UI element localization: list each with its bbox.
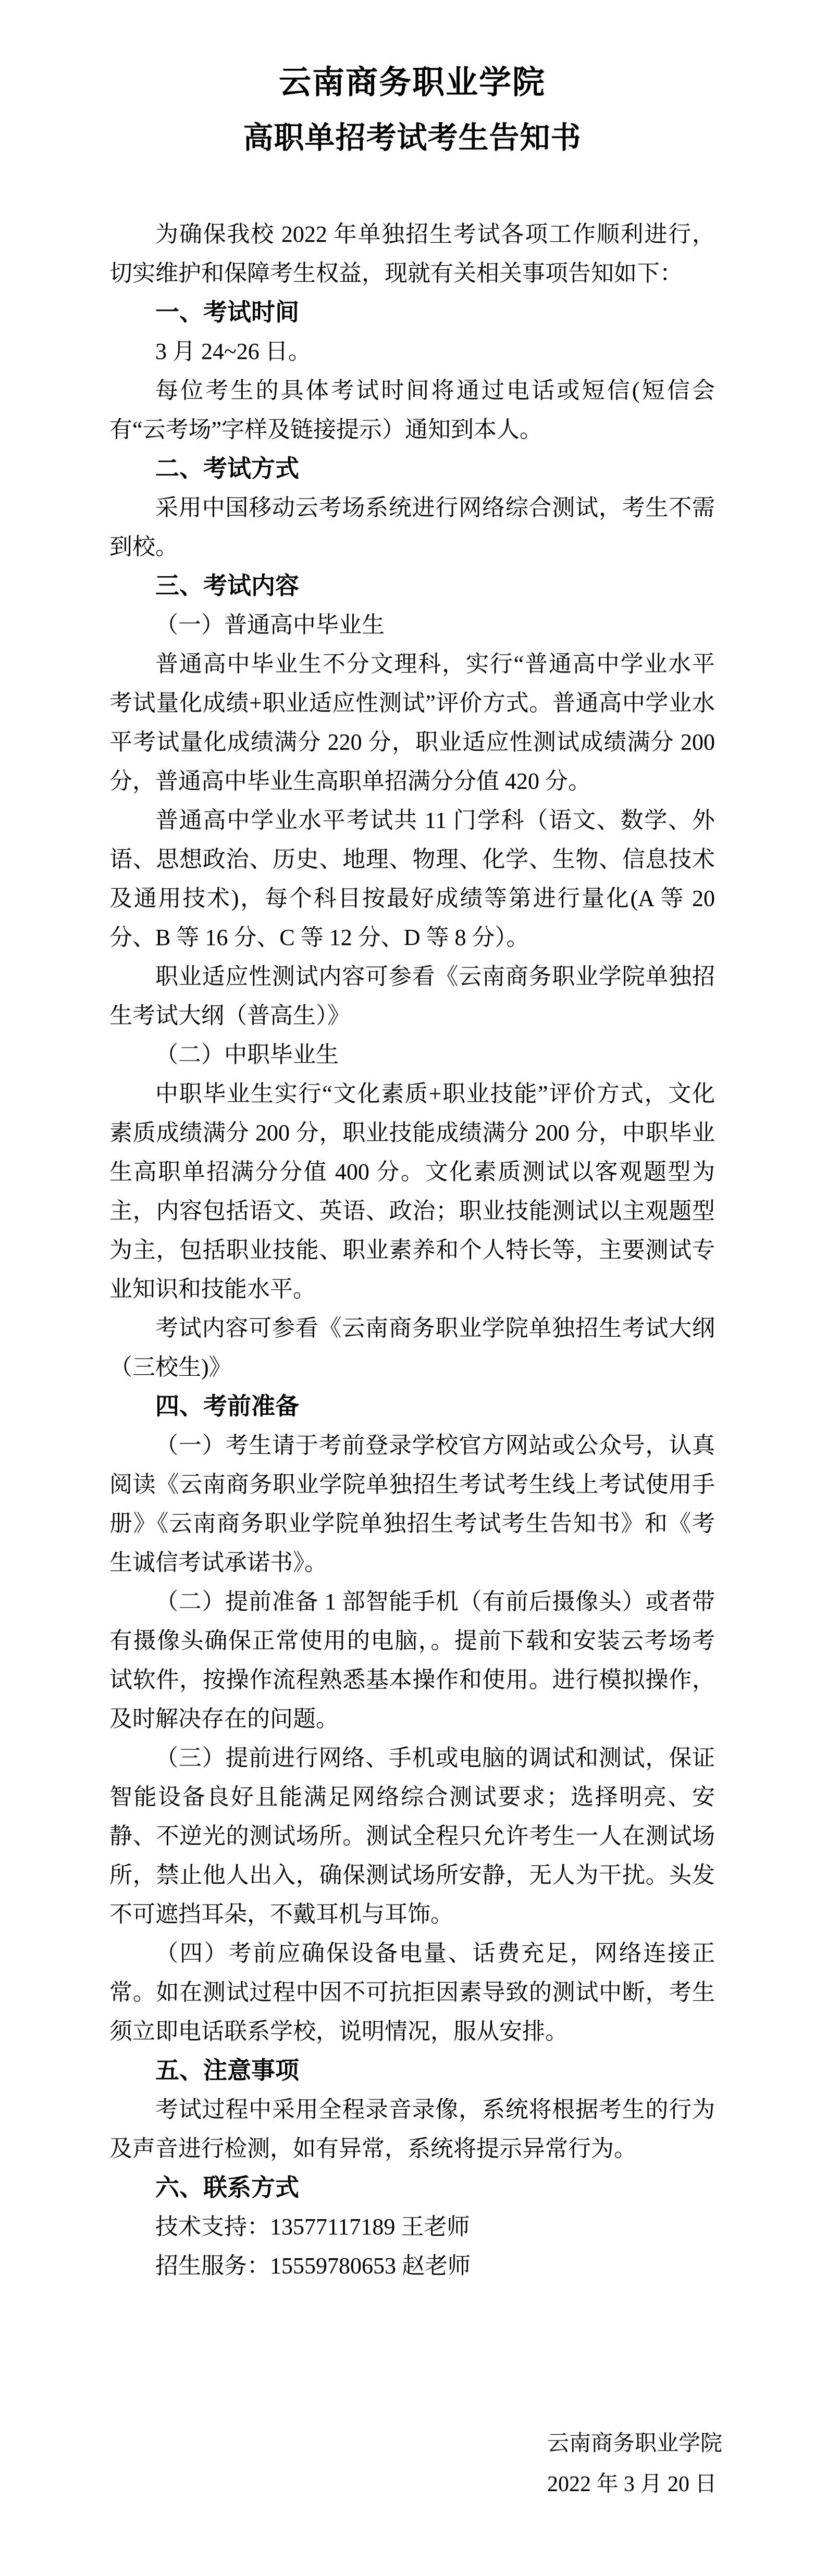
heading-exam-time: 一、考试时间: [155, 298, 299, 326]
document-body: [109, 215, 715, 2285]
document-title-block: [109, 64, 715, 156]
subheading-regular-hs-graduates: （一）普通高中毕业生: [155, 612, 385, 638]
heading-notes: 五、注意事项: [155, 2057, 299, 2084]
heading-exam-method: 二、考试方式: [155, 455, 299, 482]
para-preparation-power-network: （四）考前应确保设备电量、话费充足，网络连接正常。如在测试过程中因不可抗拒因素导致的测试中断，考生须立即电话联系学校，说明情况，服从安排。: [109, 1940, 715, 2044]
para-preparation-devices: （二）提前准备 1 部智能手机（有前后摄像头）或者带有摄像头确保正常使用的电脑，。提前下载和安装云考场考试软件，按操作流程熟悉基本操作和使用。进行模拟操作，及时解决存在的问题。: [109, 1589, 715, 1732]
footer-signature: 云南商务职业学院: [547, 2432, 723, 2456]
title-document-name: 高职单招考试考生告知书: [243, 121, 582, 155]
para-regular-hs-subjects: 普通高中学业水平考试共 11 门学科（语文、数学、外语、思想政治、历史、地理、物理、化学、生物、信息技术及通用技术)，每个科目按最好成绩等第进行量化(A 等 20 分、B 等 16 分、C 等 12 分、D 等 8 分）。: [109, 807, 715, 950]
para-exam-dates: 3 月 24~26 日。: [155, 339, 311, 364]
para-aptitude-test-reference: 职业适应性测试内容可参看《云南商务职业学院单独招生考试大纲（普高生）》: [109, 964, 715, 1028]
para-vocational-evaluation: 中职毕业生实行“文化素质+职业技能”评价方式，文化素质成绩满分 200 分，职业技能成绩满分 200 分，中职毕业生高职单招满分分值 400 分。文化素质测试以客观题型为主，内容包括语文、英语、政治；职业技能测试以主观题型为主，包括职业技能、职业素养和个人特长等，主要测试专业知识和技能水平。: [109, 1081, 715, 1302]
heading-exam-content: 三、考试内容: [155, 572, 299, 599]
intro-paragraph: 为确保我校 2022 年单独招生考试各项工作顺利进行，切实维护和保障考生权益，现就有关相关事项告知如下：: [109, 221, 715, 286]
title-school-name: 云南商务职业学院: [278, 65, 546, 101]
footer-date: 2022 年 3 月 20 日: [547, 2472, 717, 2496]
para-tech-support-contact: 技术支持：13577117189 王老师: [155, 2214, 470, 2239]
para-vocational-reference: 考试内容可参看《云南商务职业学院单独招生考试大纲（三校生)》: [109, 1315, 715, 1380]
document-footer: [547, 2423, 722, 2505]
para-admission-service-contact: 招生服务：15559780653 赵老师: [155, 2253, 471, 2279]
heading-pre-exam-preparation: 四、考前准备: [155, 1392, 299, 1420]
para-preparation-read-documents: （一）考生请于考前登录学校官方网站或公众号，认真阅读《云南商务职业学院单独招生考试考生线上考试使用手册》《云南商务职业学院单独招生考试考生告知书》和《考生诚信考试承诺书》。: [109, 1433, 715, 1575]
subheading-vocational-graduates: （二）中职毕业生: [155, 1042, 339, 1067]
para-exam-method: 采用中国移动云考场系统进行网络综合测试，考生不需到校。: [109, 495, 715, 559]
heading-contact-info: 六、联系方式: [155, 2174, 299, 2201]
para-monitoring-notice: 考试过程中采用全程录音录像，系统将根据考生的行为及声音进行检测，如有异常，系统将提示异常行为。: [109, 2097, 715, 2161]
para-preparation-environment: （三）提前进行网络、手机或电脑的调试和测试，保证智能设备良好且能满足网络综合测试要求；选择明亮、安静、不逆光的测试场所。测试全程只允许考生一人在测试场所，禁止他人出入，确保测试场所安静，无人为干扰。头发不可遮挡耳朵，不戴耳机与耳饰。: [109, 1745, 715, 1927]
para-exam-time-notification: 每位考生的具体考试时间将通过电话或短信(短信会有“云考场”字样及链接提示）通知到本人。: [109, 378, 715, 442]
para-regular-hs-evaluation: 普通高中毕业生不分文理科，实行“普通高中学业水平考试量化成绩+职业适应性测试”评价方式。普通高中学业水平考试量化成绩满分 220 分，职业适应性测试成绩满分 200 分，普通高中毕业生高职单招满分分值 420 分。: [109, 651, 715, 794]
